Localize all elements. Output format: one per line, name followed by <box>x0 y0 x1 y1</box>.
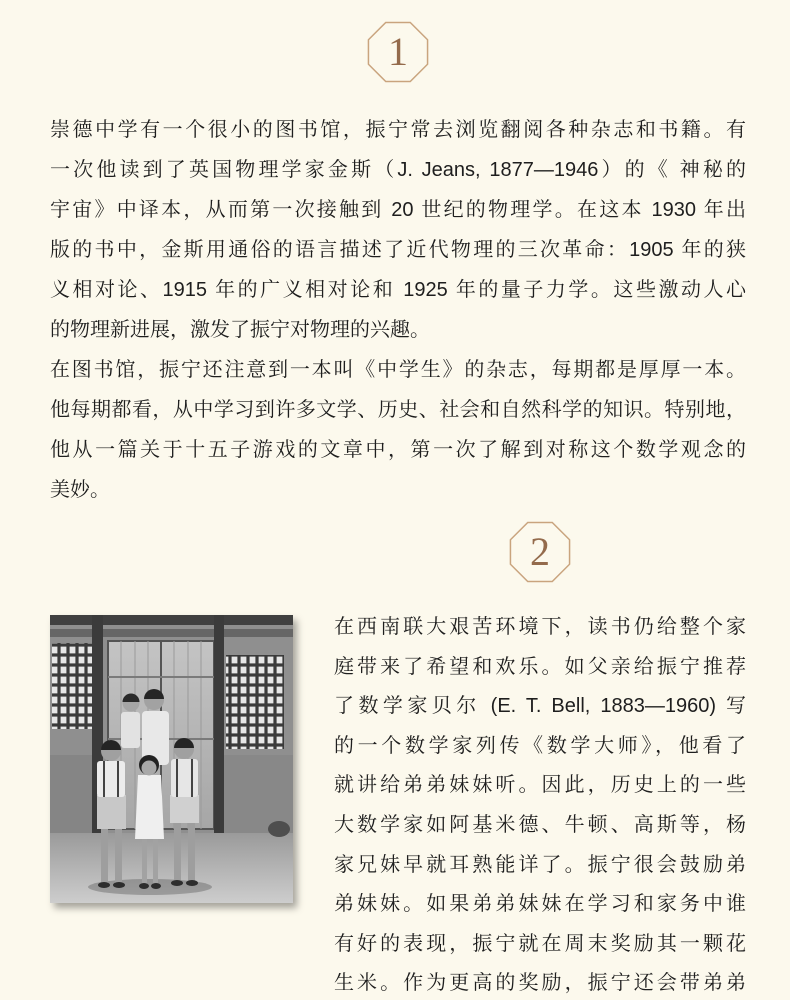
text-line: 弟妹妹。如果弟弟妹妹在学习和家务中谁 <box>334 893 746 916</box>
section-number: 2 <box>530 529 550 574</box>
text-line: 家兄妹早就耳熟能详了。振宁很会鼓励弟 <box>334 853 746 876</box>
text-line: 在西南联大艰苦环境下，读书仍给整个家 <box>334 616 746 638</box>
child-figure <box>121 694 140 749</box>
text-line: 美妙。 <box>50 479 110 501</box>
family-photo <box>50 615 293 903</box>
text-line: 了数学家贝尔 (E. T. Bell, 1883—1960) 写 <box>334 695 746 718</box>
photo-image <box>50 615 293 903</box>
section-2-text <box>334 608 746 1000</box>
paragraph <box>50 110 746 350</box>
paragraph <box>50 350 746 510</box>
text-line: 他从一篇关于十五子游戏的文章中，第一次了解到对称这个数学观念的 <box>50 439 746 461</box>
lattice-window-left <box>52 643 92 729</box>
text-line: 版的书中，金斯用通俗的语言描述了近代物理的三次革命：1905 年的狭 <box>50 239 746 261</box>
text-line: 的物理新进展，激发了振宁对物理的兴趣。 <box>50 319 430 341</box>
text-line: 有好的表现，振宁就在周末奖励其一颗花 <box>334 932 746 955</box>
stone <box>268 821 290 837</box>
text-line: 宇宙》中译本，从而第一次接触到 20 世纪的物理学。在这本 1930 年出 <box>50 199 746 221</box>
section-number-badge-1 <box>365 19 431 85</box>
text-line: 义相对论、1915 年的广义相对论和 1925 年的量子力学。这些激动人心 <box>50 279 746 301</box>
wooden-post <box>214 615 224 837</box>
text-line: 在图书馆，振宁还注意到一本叫《中学生》的杂志，每期都是厚厚一本。 <box>50 359 746 381</box>
text-line: 一次他读到了英国物理学家金斯（J. Jeans, 1877—1946）的《 神秘的 <box>50 159 746 181</box>
text-line: 崇德中学有一个很小的图书馆，振宁常去浏览翻阅各种杂志和书籍。有 <box>50 119 746 141</box>
text-line: 他每期都看，从中学习到许多文学、历史、社会和自然科学的知识。特别地， <box>50 399 746 421</box>
section-number-badge-2 <box>507 519 573 585</box>
roof-beam <box>50 615 293 625</box>
text-line: 就讲给弟弟妹妹听。因此，历史上的一些 <box>334 774 746 797</box>
lower-wall <box>50 755 92 837</box>
lattice-window-right <box>226 655 284 749</box>
section-number: 1 <box>388 29 408 74</box>
section-1-text <box>50 110 746 510</box>
text-line: 生米。作为更高的奖励，振宁还会带弟弟 <box>334 972 746 995</box>
roof-beam <box>50 629 293 637</box>
paragraph <box>334 608 746 1000</box>
text-line: 庭带来了希望和欢乐。如父亲给振宁推荐 <box>334 655 746 678</box>
text-line: 大数学家如阿基米德、牛顿、高斯等，杨 <box>334 813 746 836</box>
text-line: 的一个数学家列传《数学大师》，他看了 <box>334 734 746 757</box>
